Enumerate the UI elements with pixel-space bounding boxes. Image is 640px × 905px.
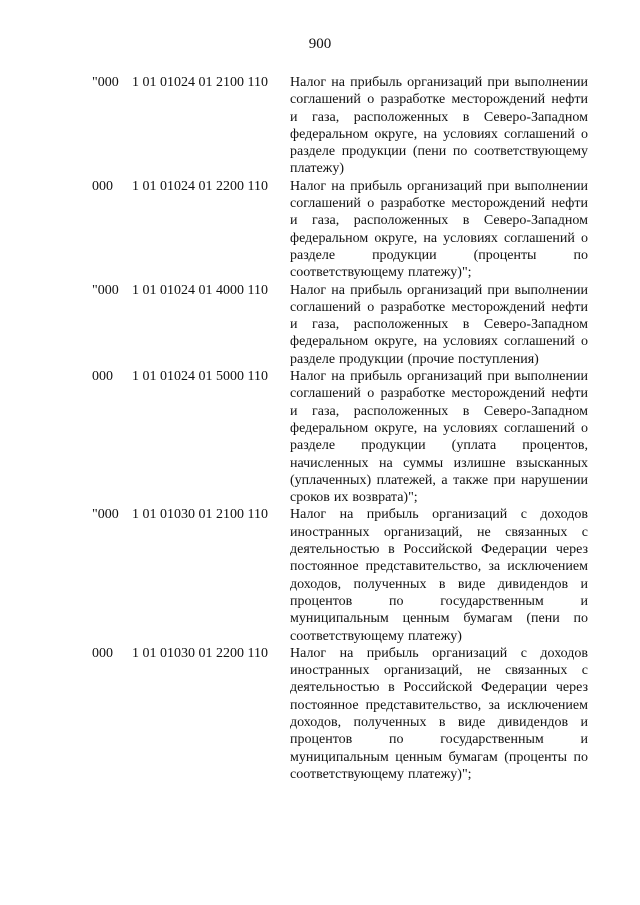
entry-prefix: 000 xyxy=(92,645,113,661)
entry-prefix: 000 xyxy=(92,178,113,194)
list-item xyxy=(0,282,640,368)
entry-text: Налог на прибыль организаций с доходов иностранных организаций, не связанных с деятельностью в Российской Федерации через постоянное представительство, за исключением доходов, полученных в виде дивидендов и процентов по государственным и муниципальным ценным бумагам (проценты по соответствующему платежу)"; xyxy=(290,645,588,782)
entry-prefix: "000 xyxy=(92,282,119,298)
entry-code: 1 01 01030 01 2200 110 xyxy=(132,645,268,661)
list-item xyxy=(0,645,640,783)
entry-code: 1 01 01024 01 2200 110 xyxy=(132,178,268,194)
entry-code: 1 01 01024 01 2100 110 xyxy=(132,75,268,90)
list-item xyxy=(0,178,640,282)
entry-text: Налог на прибыль организаций при выполнении соглашений о разработке месторождений нефти и газа, расположенных в Северо-Западном федеральном округе, на условиях соглашений о разделе продукции (пени по соответствующему платежу) xyxy=(290,75,588,177)
entry-code: 1 01 01024 01 5000 110 xyxy=(132,369,268,385)
entry-prefix: "000 xyxy=(92,75,119,90)
entry-text: Налог на прибыль организаций при выполнении соглашений о разработке месторождений нефти и газа, расположенных в Северо-Западном федеральном округе, на условиях соглашений о разделе продукции (уплата процентов, начисленных на суммы излишне взысканных (уплаченных) платежей, а также при нарушении сроков их возврата)"; xyxy=(290,369,588,506)
entry-prefix: "000 xyxy=(92,507,119,523)
list-item xyxy=(0,506,640,644)
entry-text: Налог на прибыль организаций с доходов иностранных организаций, не связанных с деятельностью в Российской Федерации через постоянное представительство, за исключением доходов, полученных в виде дивидендов и процентов по государственным и муниципальным ценным бумагам (пени по соответствующему платежу) xyxy=(290,507,588,644)
entry-text: Налог на прибыль организаций при выполнении соглашений о разработке месторождений нефти и газа, расположенных в Северо-Западном федеральном округе, на условиях соглашений о разделе продукции (прочие поступления) xyxy=(290,282,588,367)
entries-list xyxy=(0,74,640,783)
page-number: 900 xyxy=(308,36,332,52)
entry-code: 1 01 01024 01 4000 110 xyxy=(132,282,268,298)
list-item xyxy=(0,74,640,178)
entry-code: 1 01 01030 01 2100 110 xyxy=(132,507,268,523)
entry-text: Налог на прибыль организаций при выполнении соглашений о разработке месторождений нефти и газа, расположенных в Северо-Западном федеральном округе, на условиях соглашений о разделе продукции (проценты по соответствующему платежу)"; xyxy=(290,178,588,281)
entry-prefix: 000 xyxy=(92,369,113,385)
list-item xyxy=(0,368,640,506)
